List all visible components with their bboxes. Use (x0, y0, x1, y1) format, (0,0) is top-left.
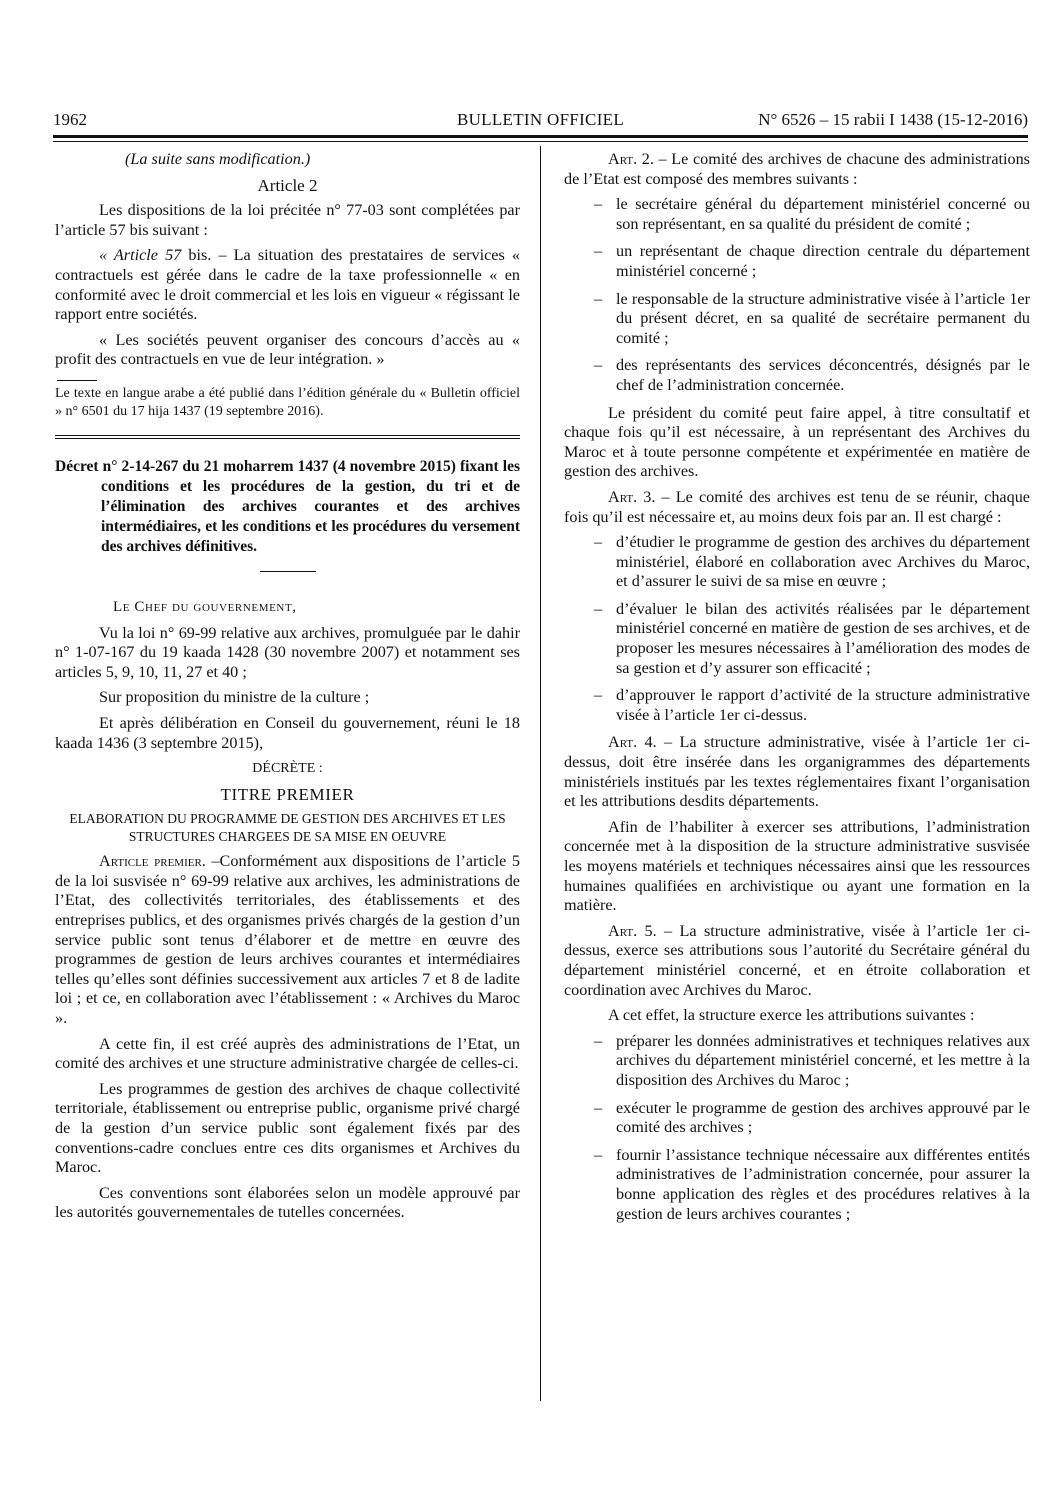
article-2-heading: Article 2 (257, 175, 318, 195)
list-item: – préparer les données administratives et techniques relatives aux archives du département ministériel concerné, et les mettre à la disposition des Archives du Maroc ; (594, 1031, 1030, 1089)
suite-note: (La suite sans modification.) (125, 150, 311, 168)
article-2-text: – Le comité des archives de chacune des administrations de l’Etat est composé des membres suivants : (564, 150, 1030, 188)
article-premier (55, 852, 520, 1028)
right-column (564, 150, 1030, 1232)
list-item: – d’étudier le programme de gestion des archives du département ministériel, élaboré en collaboration avec Archives du Maroc, et d’assurer le suivi de sa mise en œuvre ; (594, 533, 1030, 591)
list-item: – des représentants des services déconcentrés, désignés par le chef de l’administration concernée. (594, 356, 1030, 394)
list-item: – un représentant de chaque direction centrale du département ministériel concerné ; (594, 242, 1030, 280)
note-rule (57, 380, 97, 381)
programmes-paragraph: Les programmes de gestion des archives de chaque collectivité territoriale, établissement ou entreprise public, organisme privé chargé de la gestion d’un service public sont également fixés par des conventions-cadre conclues entre ces dits organismes et Archives du Maroc. (55, 1079, 520, 1177)
article-3-text: – Le comité des archives est tenu de se réunir, chaque fois qu’il est nécessaire et, au moins deux fois par an. Il est chargé : (564, 487, 1030, 526)
list-item: – d’évaluer le bilan des activités réalisées par le département ministériel concerné en matière de gestion de ses archives, et de proposer les mesures nécessaires à l’amélioration des modes de sa gestion et d’y assurer son efficacité ; (594, 599, 1030, 677)
article-2-label: Art. 2. (608, 150, 654, 168)
list-item: – le secrétaire général du département ministériel concerné ou son représentant, en sa qualité du président de comité ; (594, 195, 1030, 233)
journal-title: BULLETIN OFFICIEL (456, 110, 625, 129)
article-2 (564, 150, 1030, 189)
article-57-label: « Article 57 (99, 246, 182, 265)
decrete: DÉCRÈTE : (252, 761, 323, 777)
header-rule-thick (53, 135, 1028, 138)
left-column (55, 150, 520, 1229)
chef-du-gouvernement: Le Chef du gouvernement, (113, 598, 297, 615)
sur-proposition: Sur proposition du ministre de la culture ; (99, 688, 370, 707)
list-item: – d’approuver le rapport d’activité de la structure administrative visée à l’article 1er ci-dessus. (594, 686, 1030, 724)
list-item: – fournir l’assistance technique nécessaire aux différentes entités administratives de l’administration concernée, pour assurer la bonne application des règles et des procédures relatives à la gestion de leurs archives courantes ; (594, 1145, 1030, 1223)
page-number: 1962 (53, 110, 87, 129)
list-item: – le responsable de la structure administrative visée à l’article 1er du présent décret, en sa qualité de secrétaire permanent du comité ; (594, 289, 1030, 347)
section-separator (55, 435, 520, 439)
article-4-text: – La structure administrative, visée à l’article 1er ci-dessus, doit être insérée dans les organigrammes des départements ministériels institués par les textes réglementaires fixant l’organisation et les attributions desdits départements. (564, 733, 1030, 811)
issue-number: N° 6526 – 15 rabii I 1438 (15-12-2016) (758, 110, 1028, 129)
apres-deliberation: Et après délibération en Conseil du gouvernement, réuni le 18 kaada 1436 (3 septembre 2015), (55, 713, 520, 752)
article-5-label: Art. 5. (608, 921, 657, 940)
vu-paragraph: Vu la loi n° 69-99 relative aux archives, promulguée par le dahir n° 1-07-167 du 19 kaada 1428 (30 novembre 2007) et notamment ses articles 5, 9, 10, 11, 27 et 40 ; (55, 623, 520, 681)
conventions-paragraph: Ces conventions sont élaborées selon un modèle approuvé par les autorités gouvernementales de tutelles concernées. (55, 1183, 520, 1222)
titre-subtitle: ELABORATION DU PROGRAMME DE GESTION DES ARCHIVES ET LES STRUCTURES CHARGEES DE SA MISE EN OEUVRE (69, 811, 506, 845)
article-57-text: bis. – La situation des prestataires de services « contractuels est gérée dans le cadre de la taxe professionnelle « en conformité avec le droit commercial et les lois en vigueur « régissant le rapport entre sociétés. (55, 246, 520, 324)
president-paragraph: Le président du comité peut faire appel, à titre consultatif et chaque fois qu’il est nécessaire, à un représentant des Archives du Maroc et à toute personne compétente et expérimentée en matière de gestion des archives. (564, 403, 1030, 481)
arabic-edition-note: Le texte en langue arabe a été publié dans l’édition générale du « Bulletin officiel » n° 6501 du 17 hija 1437 (19 septembre 2016). (55, 385, 520, 419)
decree-title: Décret n° 2-14-267 du 21 moharrem 1437 (4 novembre 2015) fixant les conditions et les procédures de la gestion, du tri et de l’élimination des archives courantes et des archives intermédiaires, et les conditions et les procédures du versement des archives définitives. (55, 457, 520, 555)
article-5 (564, 922, 1030, 1000)
article-4 (564, 733, 1030, 811)
article-premier-text: –Conformément aux dispositions de l’article 5 de la loi susvisée n° 69-99 relative aux archives, les administrations de l’Etat, des collectivités territoriales, des établissements et des entreprises publics, et des organismes privés chargés de la gestion d’un service public sont tenus d’élaborer et de mettre en œuvre des programmes de gestion de leurs archives courantes et intermédiaires telles qu’elles sont définies successivement aux articles 7 et 8 de ladite loi ; et ce, en collaboration avec l’établissement : « Archives du Maroc ». (55, 852, 520, 1028)
cet-effet-paragraph: A cet effet, la structure exerce les attributions suivantes : (608, 1006, 975, 1025)
article-2-intro: Les dispositions de la loi précitée n° 77-03 sont complétées par l’article 57 bis suivant : (55, 201, 520, 239)
article-3-label: Art. 3. (608, 487, 656, 506)
page-header (53, 110, 1028, 132)
title-rule (260, 571, 316, 572)
a-cette-fin-paragraph: A cette fin, il est créé auprès des administrations de l’Etat, un comité des archives et une structure administrative chargée de celles-ci. (55, 1034, 520, 1073)
list-item: – exécuter le programme de gestion des archives approuvé par le comité des archives ; (594, 1098, 1030, 1137)
article-57-bis (55, 246, 520, 324)
afin-paragraph: Afin de l’habiliter à exercer ses attributions, l’administration concernée met à la disposition de la structure administrative susvisée les moyens matériels et techniques nécessaires ainsi que les ressources humaines qualifiées en archivistique ou ayant une formation en la matière. (564, 817, 1030, 915)
article-4-label: Art. 4. (608, 733, 657, 752)
header-rule-thin (53, 141, 1028, 142)
article-premier-label: Article premier. (99, 852, 206, 871)
article-3 (564, 488, 1030, 527)
article-5-text: – La structure administrative, visée à l’article 1er ci-dessus, exerce ses attributions sous l’autorité du Secrétaire général du département ministériel concerné, et en étroite collaboration et coordination avec Archives du Maroc. (564, 921, 1030, 999)
column-divider (540, 146, 541, 1401)
article-57-paragraph-2: « Les sociétés peuvent organiser des concours d’accès au « profit des contractuels en vue de leur intégration. » (55, 330, 520, 369)
titre-premier: TITRE PREMIER (220, 784, 355, 804)
